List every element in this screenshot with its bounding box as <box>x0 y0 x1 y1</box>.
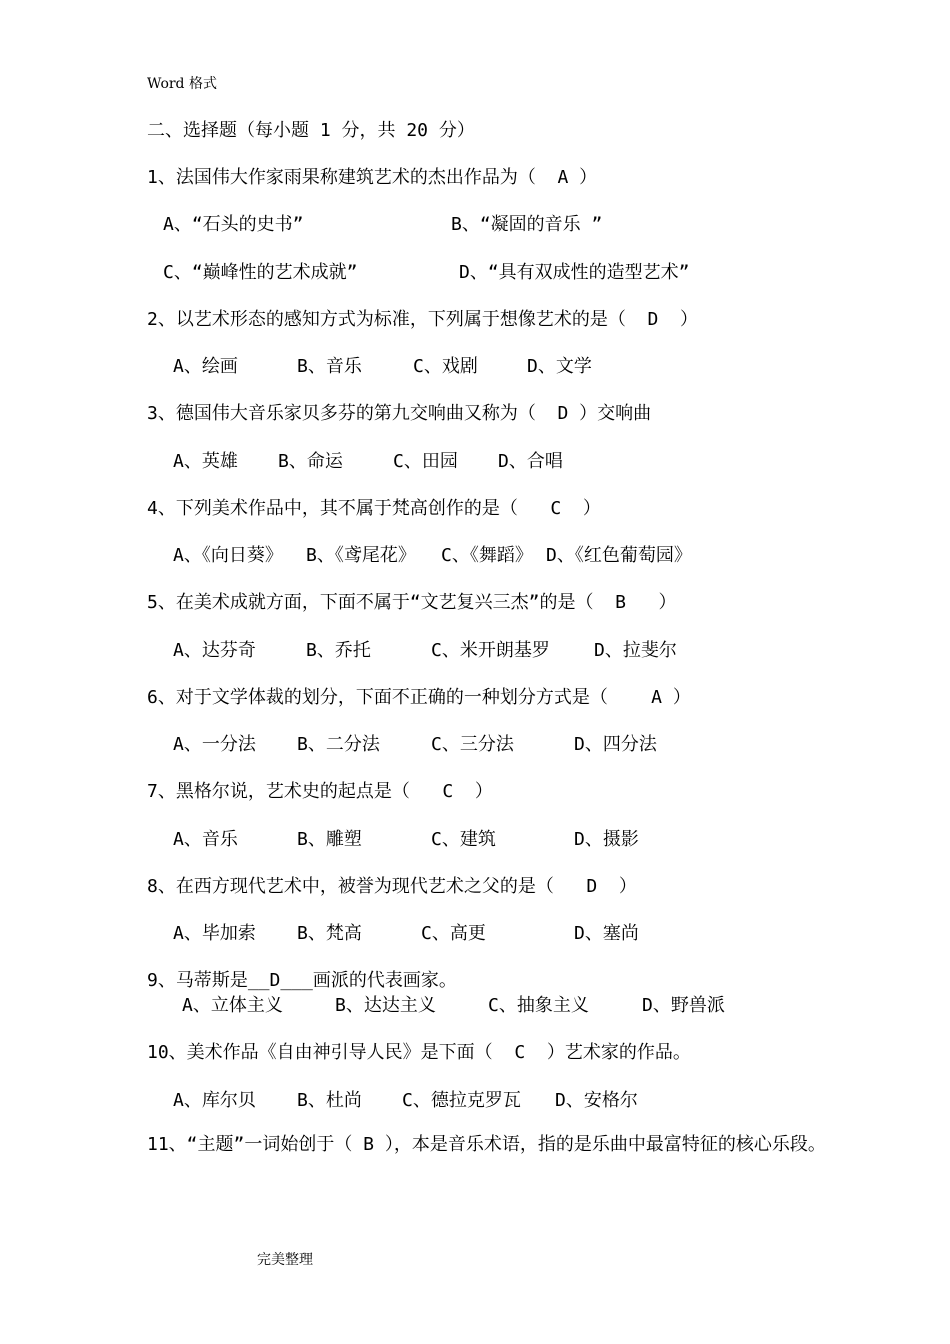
q3-option-c: C、田园 <box>393 451 458 472</box>
question-4: 4、下列美术作品中，其不属于梵高创作的是（ C ） <box>147 498 601 519</box>
q3-option-a: A、英雄 <box>173 451 238 472</box>
q4-option-b: B、《鸢尾花》 <box>306 545 416 566</box>
page-footer: 完美整理 <box>257 1252 313 1268</box>
q8-option-a: A、毕加索 <box>173 923 256 944</box>
q6-option-c: C、三分法 <box>431 734 514 755</box>
question-8: 8、在西方现代艺术中，被誉为现代艺术之父的是（ D ） <box>147 876 637 897</box>
q4-option-a: A、《向日葵》 <box>173 545 283 566</box>
q7-option-a: A、音乐 <box>173 829 238 850</box>
q7-option-c: C、建筑 <box>431 829 496 850</box>
q10-option-d: D、安格尔 <box>555 1090 638 1111</box>
q7-option-b: B、雕塑 <box>297 829 362 850</box>
question-6: 6、对于文学体裁的划分，下面不正确的一种划分方式是（ A ） <box>147 687 691 708</box>
question-10: 10、美术作品《自由神引导人民》是下面（ C ）艺术家的作品。 <box>147 1042 691 1063</box>
q2-option-b: B、音乐 <box>297 356 362 377</box>
question-7: 7、黑格尔说，艺术史的起点是（ C ） <box>147 781 493 802</box>
q5-option-a: A、达芬奇 <box>173 640 256 661</box>
q10-option-c: C、德拉克罗瓦 <box>402 1090 521 1111</box>
question-3: 3、德国伟大音乐家贝多芬的第九交响曲又称为（ D ）交响曲 <box>147 403 652 424</box>
q9-option-d: D、野兽派 <box>642 995 725 1016</box>
question-1: 1、法国伟大作家雨果称建筑艺术的杰出作品为（ A ） <box>147 167 598 188</box>
q8-option-d: D、塞尚 <box>574 923 639 944</box>
question-9: 9、马蒂斯是__D___画派的代表画家。 <box>147 970 457 991</box>
q4-option-c: C、《舞蹈》 <box>441 545 533 566</box>
q5-option-d: D、拉斐尔 <box>594 640 677 661</box>
q9-option-c: C、抽象主义 <box>488 995 589 1016</box>
q2-option-c: C、戏剧 <box>413 356 478 377</box>
question-2: 2、以艺术形态的感知方式为标准，下列属于想像艺术的是（ D ） <box>147 309 699 330</box>
q2-option-d: D、文学 <box>527 356 592 377</box>
q1-option-b: B、“凝固的音乐 ” <box>451 214 603 235</box>
q5-option-c: C、米开朗基罗 <box>431 640 550 661</box>
q10-option-a: A、库尔贝 <box>173 1090 256 1111</box>
q2-option-a: A、绘画 <box>173 356 238 377</box>
question-11: 11、“主题”一词始创于（ B ），本是音乐术语，指的是乐曲中最富特征的核心乐段。 <box>147 1134 826 1155</box>
q7-option-d: D、摄影 <box>574 829 639 850</box>
q10-option-b: B、杜尚 <box>297 1090 362 1111</box>
q1-option-c: C、“巅峰性的艺术成就” <box>163 262 358 283</box>
q8-option-b: B、梵高 <box>297 923 362 944</box>
q8-option-c: C、高更 <box>421 923 486 944</box>
question-5: 5、在美术成就方面，下面不属于“文艺复兴三杰”的是（ B ） <box>147 592 677 613</box>
q5-option-b: B、乔托 <box>306 640 371 661</box>
q9-option-b: B、达达主义 <box>335 995 436 1016</box>
page-header: Word 格式 <box>147 76 217 92</box>
section-title: 二、选择题（每小题 1 分，共 20 分） <box>147 120 475 141</box>
q6-option-d: D、四分法 <box>574 734 657 755</box>
q3-option-b: B、命运 <box>278 451 343 472</box>
q6-option-a: A、一分法 <box>173 734 256 755</box>
q6-option-b: B、二分法 <box>297 734 380 755</box>
q9-option-a: A、立体主义 <box>182 995 283 1016</box>
q1-option-a: A、“石头的史书” <box>163 214 304 235</box>
q4-option-d: D、《红色葡萄园》 <box>546 545 692 566</box>
q1-option-d: D、“具有双成性的造型艺术” <box>459 262 690 283</box>
q3-option-d: D、合唱 <box>498 451 563 472</box>
